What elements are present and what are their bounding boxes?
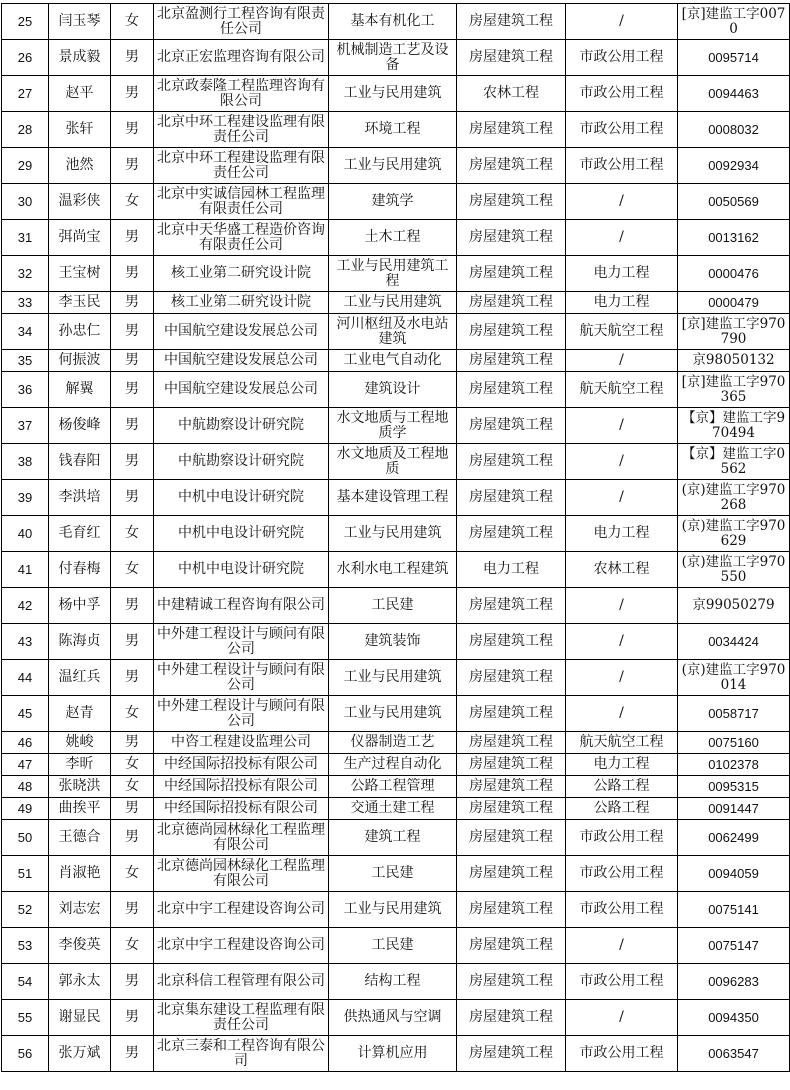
- certificate-number-cell: 0050569: [678, 184, 790, 220]
- table-row: [2, 588, 790, 624]
- gender-cell: 男: [111, 624, 154, 660]
- person-name-cell: 钱春阳: [49, 444, 111, 480]
- major-cell: 工业与民用建筑: [329, 892, 457, 928]
- table-row: [2, 314, 790, 350]
- table-body: [2, 4, 790, 1072]
- secondary-specialty-cell: 市政公用工程: [566, 1036, 678, 1072]
- row-number-cell: 45: [2, 696, 49, 732]
- row-number-cell: 52: [2, 892, 49, 928]
- primary-specialty-cell: 房屋建筑工程: [457, 964, 566, 1000]
- company-name-cell: 中外建工程设计与顾问有限公司: [154, 624, 329, 660]
- secondary-specialty-cell: 航天航空工程: [566, 372, 678, 408]
- primary-specialty-cell: 房屋建筑工程: [457, 184, 566, 220]
- certificate-number-cell: 0075141: [678, 892, 790, 928]
- major-cell: 河川枢纽及水电站建筑: [329, 314, 457, 350]
- major-cell: 水文地质及工程地质: [329, 444, 457, 480]
- person-name-cell: 李洪培: [49, 480, 111, 516]
- primary-specialty-cell: 房屋建筑工程: [457, 314, 566, 350]
- secondary-specialty-cell: 电力工程: [566, 292, 678, 314]
- table-row: [2, 220, 790, 256]
- primary-specialty-cell: 房屋建筑工程: [457, 40, 566, 76]
- company-name-cell: 中咨工程建设监理公司: [154, 732, 329, 754]
- row-number-cell: 34: [2, 314, 49, 350]
- certificate-number-cell: 0095714: [678, 40, 790, 76]
- major-cell: 工业与民用建筑工程: [329, 256, 457, 292]
- person-name-cell: 池然: [49, 148, 111, 184]
- row-number-cell: 47: [2, 754, 49, 776]
- primary-specialty-cell: 房屋建筑工程: [457, 820, 566, 856]
- company-name-cell: 北京中宇工程建设咨询公司: [154, 928, 329, 964]
- person-name-cell: 景成毅: [49, 40, 111, 76]
- major-cell: 仪器制造工艺: [329, 732, 457, 754]
- row-number-cell: 31: [2, 220, 49, 256]
- certificate-number-cell: 0034424: [678, 624, 790, 660]
- secondary-specialty-cell: 航天航空工程: [566, 314, 678, 350]
- table-row: [2, 112, 790, 148]
- company-name-cell: 中国航空建设发展总公司: [154, 350, 329, 372]
- gender-cell: 男: [111, 220, 154, 256]
- table-row: [2, 444, 790, 480]
- company-name-cell: 北京科信工程管理有限公司: [154, 964, 329, 1000]
- table-row: [2, 256, 790, 292]
- row-number-cell: 46: [2, 732, 49, 754]
- table-row: [2, 4, 790, 40]
- table-row: [2, 820, 790, 856]
- company-name-cell: 中航勘察设计研究院: [154, 444, 329, 480]
- major-cell: 工业与民用建筑: [329, 516, 457, 552]
- company-name-cell: 北京中宇工程建设咨询公司: [154, 892, 329, 928]
- table-row: [2, 372, 790, 408]
- person-name-cell: 李玉民: [49, 292, 111, 314]
- major-cell: 公路工程管理: [329, 776, 457, 798]
- major-cell: 工业与民用建筑: [329, 660, 457, 696]
- company-name-cell: 中外建工程设计与顾问有限公司: [154, 660, 329, 696]
- company-name-cell: 北京中实诚信园林工程监理有限责任公司: [154, 184, 329, 220]
- person-name-cell: 曲挨平: [49, 798, 111, 820]
- person-name-cell: 谢显民: [49, 1000, 111, 1036]
- primary-specialty-cell: 房屋建筑工程: [457, 856, 566, 892]
- secondary-specialty-cell: /: [566, 624, 678, 660]
- row-number-cell: 41: [2, 552, 49, 588]
- secondary-specialty-cell: 市政公用工程: [566, 964, 678, 1000]
- gender-cell: 男: [111, 350, 154, 372]
- secondary-specialty-cell: /: [566, 1000, 678, 1036]
- primary-specialty-cell: 房屋建筑工程: [457, 892, 566, 928]
- company-name-cell: 中经国际招投标有限公司: [154, 798, 329, 820]
- certificate-number-cell: 0094463: [678, 76, 790, 112]
- primary-specialty-cell: 房屋建筑工程: [457, 372, 566, 408]
- company-name-cell: 中国航空建设发展总公司: [154, 372, 329, 408]
- certificate-number-cell: 0013162: [678, 220, 790, 256]
- table-row: [2, 964, 790, 1000]
- row-number-cell: 35: [2, 350, 49, 372]
- row-number-cell: 43: [2, 624, 49, 660]
- major-cell: 工业与民用建筑: [329, 292, 457, 314]
- certificate-number-cell: 0096283: [678, 964, 790, 1000]
- major-cell: 计算机应用: [329, 1036, 457, 1072]
- person-name-cell: 闫玉琴: [49, 4, 111, 40]
- gender-cell: 男: [111, 964, 154, 1000]
- secondary-specialty-cell: /: [566, 588, 678, 624]
- gender-cell: 男: [111, 1000, 154, 1036]
- major-cell: 基本有机化工: [329, 4, 457, 40]
- row-number-cell: 36: [2, 372, 49, 408]
- secondary-specialty-cell: 公路工程: [566, 798, 678, 820]
- person-name-cell: 刘志宏: [49, 892, 111, 928]
- company-name-cell: 核工业第二研究设计院: [154, 292, 329, 314]
- company-name-cell: 北京政泰隆工程监理咨询有限公司: [154, 76, 329, 112]
- company-name-cell: 中机中电设计研究院: [154, 480, 329, 516]
- person-name-cell: 杨中孚: [49, 588, 111, 624]
- table-row: [2, 292, 790, 314]
- primary-specialty-cell: 房屋建筑工程: [457, 220, 566, 256]
- gender-cell: 女: [111, 552, 154, 588]
- row-number-cell: 54: [2, 964, 49, 1000]
- person-name-cell: 王德合: [49, 820, 111, 856]
- major-cell: 工民建: [329, 856, 457, 892]
- table-row: [2, 40, 790, 76]
- secondary-specialty-cell: 农林工程: [566, 552, 678, 588]
- primary-specialty-cell: 房屋建筑工程: [457, 256, 566, 292]
- certificate-number-cell: 【京】建监工字0562: [678, 444, 790, 480]
- table-row: [2, 732, 790, 754]
- primary-specialty-cell: 房屋建筑工程: [457, 112, 566, 148]
- certificate-number-cell: 0092934: [678, 148, 790, 184]
- primary-specialty-cell: 房屋建筑工程: [457, 1000, 566, 1036]
- table-row: [2, 516, 790, 552]
- company-name-cell: 北京德尚园林绿化工程监理有限公司: [154, 856, 329, 892]
- gender-cell: 男: [111, 444, 154, 480]
- row-number-cell: 26: [2, 40, 49, 76]
- primary-specialty-cell: 房屋建筑工程: [457, 732, 566, 754]
- row-number-cell: 50: [2, 820, 49, 856]
- secondary-specialty-cell: 市政公用工程: [566, 112, 678, 148]
- secondary-specialty-cell: /: [566, 184, 678, 220]
- gender-cell: 男: [111, 892, 154, 928]
- major-cell: 工民建: [329, 928, 457, 964]
- certificate-number-cell: 0094350: [678, 1000, 790, 1036]
- row-number-cell: 28: [2, 112, 49, 148]
- row-number-cell: 42: [2, 588, 49, 624]
- gender-cell: 男: [111, 1036, 154, 1072]
- gender-cell: 男: [111, 292, 154, 314]
- major-cell: 交通土建工程: [329, 798, 457, 820]
- certificate-number-cell: [京]建监工字970365: [678, 372, 790, 408]
- table-row: [2, 624, 790, 660]
- table-row: [2, 776, 790, 798]
- major-cell: 建筑设计: [329, 372, 457, 408]
- major-cell: 建筑学: [329, 184, 457, 220]
- major-cell: 水文地质与工程地质学: [329, 408, 457, 444]
- certificate-number-cell: 0091447: [678, 798, 790, 820]
- gender-cell: 女: [111, 184, 154, 220]
- gender-cell: 男: [111, 732, 154, 754]
- gender-cell: 男: [111, 588, 154, 624]
- certificate-number-cell: 0102378: [678, 754, 790, 776]
- table-row: [2, 754, 790, 776]
- primary-specialty-cell: 房屋建筑工程: [457, 588, 566, 624]
- gender-cell: 女: [111, 928, 154, 964]
- major-cell: 结构工程: [329, 964, 457, 1000]
- certificate-number-cell: 0000479: [678, 292, 790, 314]
- person-name-cell: 孙忠仁: [49, 314, 111, 350]
- company-name-cell: 北京德尚园林绿化工程监理有限公司: [154, 820, 329, 856]
- person-name-cell: 张轩: [49, 112, 111, 148]
- company-name-cell: 中外建工程设计与顾问有限公司: [154, 696, 329, 732]
- table-row: [2, 696, 790, 732]
- gender-cell: 女: [111, 696, 154, 732]
- table-row: [2, 856, 790, 892]
- person-name-cell: 杨俊峰: [49, 408, 111, 444]
- table-row: [2, 798, 790, 820]
- secondary-specialty-cell: 航天航空工程: [566, 732, 678, 754]
- secondary-specialty-cell: 电力工程: [566, 516, 678, 552]
- row-number-cell: 49: [2, 798, 49, 820]
- secondary-specialty-cell: /: [566, 4, 678, 40]
- company-name-cell: 中建精诚工程咨询有限公司: [154, 588, 329, 624]
- secondary-specialty-cell: 公路工程: [566, 776, 678, 798]
- table-row: [2, 148, 790, 184]
- secondary-specialty-cell: 市政公用工程: [566, 76, 678, 112]
- company-name-cell: 中经国际招投标有限公司: [154, 776, 329, 798]
- person-name-cell: 何振波: [49, 350, 111, 372]
- person-name-cell: 温红兵: [49, 660, 111, 696]
- person-name-cell: 姚峻: [49, 732, 111, 754]
- row-number-cell: 32: [2, 256, 49, 292]
- certificate-number-cell: 0058717: [678, 696, 790, 732]
- person-name-cell: 李俊英: [49, 928, 111, 964]
- primary-specialty-cell: 房屋建筑工程: [457, 148, 566, 184]
- major-cell: 水利水电工程建筑: [329, 552, 457, 588]
- primary-specialty-cell: 电力工程: [457, 552, 566, 588]
- primary-specialty-cell: 房屋建筑工程: [457, 1036, 566, 1072]
- primary-specialty-cell: 房屋建筑工程: [457, 292, 566, 314]
- primary-specialty-cell: 房屋建筑工程: [457, 660, 566, 696]
- company-name-cell: 北京盈测行工程咨询有限责任公司: [154, 4, 329, 40]
- major-cell: 供热通风与空调: [329, 1000, 457, 1036]
- certificate-number-cell: 0094059: [678, 856, 790, 892]
- major-cell: 生产过程自动化: [329, 754, 457, 776]
- secondary-specialty-cell: 市政公用工程: [566, 856, 678, 892]
- primary-specialty-cell: 房屋建筑工程: [457, 4, 566, 40]
- major-cell: 工业与民用建筑: [329, 696, 457, 732]
- major-cell: 土木工程: [329, 220, 457, 256]
- person-name-cell: 陈海贞: [49, 624, 111, 660]
- table-row: [2, 552, 790, 588]
- row-number-cell: 53: [2, 928, 49, 964]
- certificate-number-cell: (京)建监工字970550: [678, 552, 790, 588]
- primary-specialty-cell: 房屋建筑工程: [457, 350, 566, 372]
- certificate-number-cell: 京99050279: [678, 588, 790, 624]
- gender-cell: 男: [111, 480, 154, 516]
- row-number-cell: 55: [2, 1000, 49, 1036]
- major-cell: 环境工程: [329, 112, 457, 148]
- gender-cell: 男: [111, 372, 154, 408]
- gender-cell: 男: [111, 660, 154, 696]
- certificate-number-cell: 0008032: [678, 112, 790, 148]
- major-cell: 建筑装饰: [329, 624, 457, 660]
- secondary-specialty-cell: 市政公用工程: [566, 820, 678, 856]
- gender-cell: 女: [111, 776, 154, 798]
- certificate-number-cell: 0062499: [678, 820, 790, 856]
- table-row: [2, 928, 790, 964]
- secondary-specialty-cell: 电力工程: [566, 256, 678, 292]
- certificate-number-cell: 【京】建监工字970494: [678, 408, 790, 444]
- certificate-number-cell: (京)建监工字970014: [678, 660, 790, 696]
- person-name-cell: 张万斌: [49, 1036, 111, 1072]
- person-name-cell: 肖淑艳: [49, 856, 111, 892]
- table-row: [2, 480, 790, 516]
- row-number-cell: 30: [2, 184, 49, 220]
- secondary-specialty-cell: /: [566, 928, 678, 964]
- company-name-cell: 北京集东建设工程监理有限责任公司: [154, 1000, 329, 1036]
- secondary-specialty-cell: /: [566, 350, 678, 372]
- primary-specialty-cell: 农林工程: [457, 76, 566, 112]
- certificate-number-cell: (京)建监工字970268: [678, 480, 790, 516]
- company-name-cell: 中国航空建设发展总公司: [154, 314, 329, 350]
- major-cell: 基本建设管理工程: [329, 480, 457, 516]
- gender-cell: 男: [111, 798, 154, 820]
- person-name-cell: 赵青: [49, 696, 111, 732]
- company-name-cell: 北京中环工程建设监理有限责任公司: [154, 148, 329, 184]
- major-cell: 工民建: [329, 588, 457, 624]
- table-row: [2, 408, 790, 444]
- table-row: [2, 76, 790, 112]
- row-number-cell: 29: [2, 148, 49, 184]
- major-cell: 建筑工程: [329, 820, 457, 856]
- table-row: [2, 660, 790, 696]
- primary-specialty-cell: 房屋建筑工程: [457, 928, 566, 964]
- person-name-cell: 弭尚宝: [49, 220, 111, 256]
- company-name-cell: 中机中电设计研究院: [154, 552, 329, 588]
- gender-cell: 男: [111, 40, 154, 76]
- row-number-cell: 39: [2, 480, 49, 516]
- table-row: [2, 184, 790, 220]
- row-number-cell: 44: [2, 660, 49, 696]
- company-name-cell: 中经国际招投标有限公司: [154, 754, 329, 776]
- secondary-specialty-cell: /: [566, 444, 678, 480]
- secondary-specialty-cell: /: [566, 480, 678, 516]
- table-row: [2, 892, 790, 928]
- secondary-specialty-cell: 市政公用工程: [566, 892, 678, 928]
- secondary-specialty-cell: 市政公用工程: [566, 40, 678, 76]
- company-name-cell: 核工业第二研究设计院: [154, 256, 329, 292]
- primary-specialty-cell: 房屋建筑工程: [457, 696, 566, 732]
- secondary-specialty-cell: /: [566, 660, 678, 696]
- major-cell: 机械制造工艺及设备: [329, 40, 457, 76]
- gender-cell: 女: [111, 4, 154, 40]
- primary-specialty-cell: 房屋建筑工程: [457, 480, 566, 516]
- certificate-number-cell: (京)建监工字970629: [678, 516, 790, 552]
- gender-cell: 男: [111, 314, 154, 350]
- secondary-specialty-cell: /: [566, 220, 678, 256]
- certificate-number-cell: 0095315: [678, 776, 790, 798]
- row-number-cell: 37: [2, 408, 49, 444]
- gender-cell: 男: [111, 112, 154, 148]
- secondary-specialty-cell: /: [566, 696, 678, 732]
- person-name-cell: 郭永太: [49, 964, 111, 1000]
- table-row: [2, 350, 790, 372]
- row-number-cell: 38: [2, 444, 49, 480]
- primary-specialty-cell: 房屋建筑工程: [457, 444, 566, 480]
- row-number-cell: 51: [2, 856, 49, 892]
- certificate-number-cell: [京]建监工字970790: [678, 314, 790, 350]
- person-name-cell: 解翼: [49, 372, 111, 408]
- company-name-cell: 中航勘察设计研究院: [154, 408, 329, 444]
- certificate-number-cell: 京98050132: [678, 350, 790, 372]
- person-name-cell: 温彩侠: [49, 184, 111, 220]
- person-name-cell: 付春梅: [49, 552, 111, 588]
- engineer-roster-table: [1, 3, 790, 1072]
- major-cell: 工业电气自动化: [329, 350, 457, 372]
- company-name-cell: 北京三泰和工程咨询有限公司: [154, 1036, 329, 1072]
- certificate-number-cell: 0075160: [678, 732, 790, 754]
- primary-specialty-cell: 房屋建筑工程: [457, 624, 566, 660]
- primary-specialty-cell: 房屋建筑工程: [457, 776, 566, 798]
- primary-specialty-cell: 房屋建筑工程: [457, 754, 566, 776]
- certificate-number-cell: [京]建监工字0070: [678, 4, 790, 40]
- gender-cell: 男: [111, 256, 154, 292]
- row-number-cell: 40: [2, 516, 49, 552]
- table-row: [2, 1036, 790, 1072]
- row-number-cell: 25: [2, 4, 49, 40]
- company-name-cell: 中机中电设计研究院: [154, 516, 329, 552]
- major-cell: 工业与民用建筑: [329, 148, 457, 184]
- secondary-specialty-cell: 电力工程: [566, 754, 678, 776]
- company-name-cell: 北京中环工程建设监理有限责任公司: [154, 112, 329, 148]
- gender-cell: 女: [111, 754, 154, 776]
- person-name-cell: 李昕: [49, 754, 111, 776]
- major-cell: 工业与民用建筑: [329, 76, 457, 112]
- gender-cell: 男: [111, 408, 154, 444]
- company-name-cell: 北京正宏监理咨询有限公司: [154, 40, 329, 76]
- row-number-cell: 33: [2, 292, 49, 314]
- person-name-cell: 王宝树: [49, 256, 111, 292]
- person-name-cell: 毛育红: [49, 516, 111, 552]
- certificate-number-cell: 0063547: [678, 1036, 790, 1072]
- secondary-specialty-cell: 市政公用工程: [566, 148, 678, 184]
- gender-cell: 男: [111, 820, 154, 856]
- gender-cell: 女: [111, 516, 154, 552]
- row-number-cell: 27: [2, 76, 49, 112]
- gender-cell: 男: [111, 148, 154, 184]
- table-row: [2, 1000, 790, 1036]
- company-name-cell: 北京中天华盛工程造价咨询有限责任公司: [154, 220, 329, 256]
- certificate-number-cell: 0000476: [678, 256, 790, 292]
- gender-cell: 女: [111, 856, 154, 892]
- row-number-cell: 56: [2, 1036, 49, 1072]
- primary-specialty-cell: 房屋建筑工程: [457, 516, 566, 552]
- certificate-number-cell: 0075147: [678, 928, 790, 964]
- row-number-cell: 48: [2, 776, 49, 798]
- person-name-cell: 赵平: [49, 76, 111, 112]
- gender-cell: 男: [111, 76, 154, 112]
- primary-specialty-cell: 房屋建筑工程: [457, 798, 566, 820]
- person-name-cell: 张晓洪: [49, 776, 111, 798]
- secondary-specialty-cell: /: [566, 408, 678, 444]
- primary-specialty-cell: 房屋建筑工程: [457, 408, 566, 444]
